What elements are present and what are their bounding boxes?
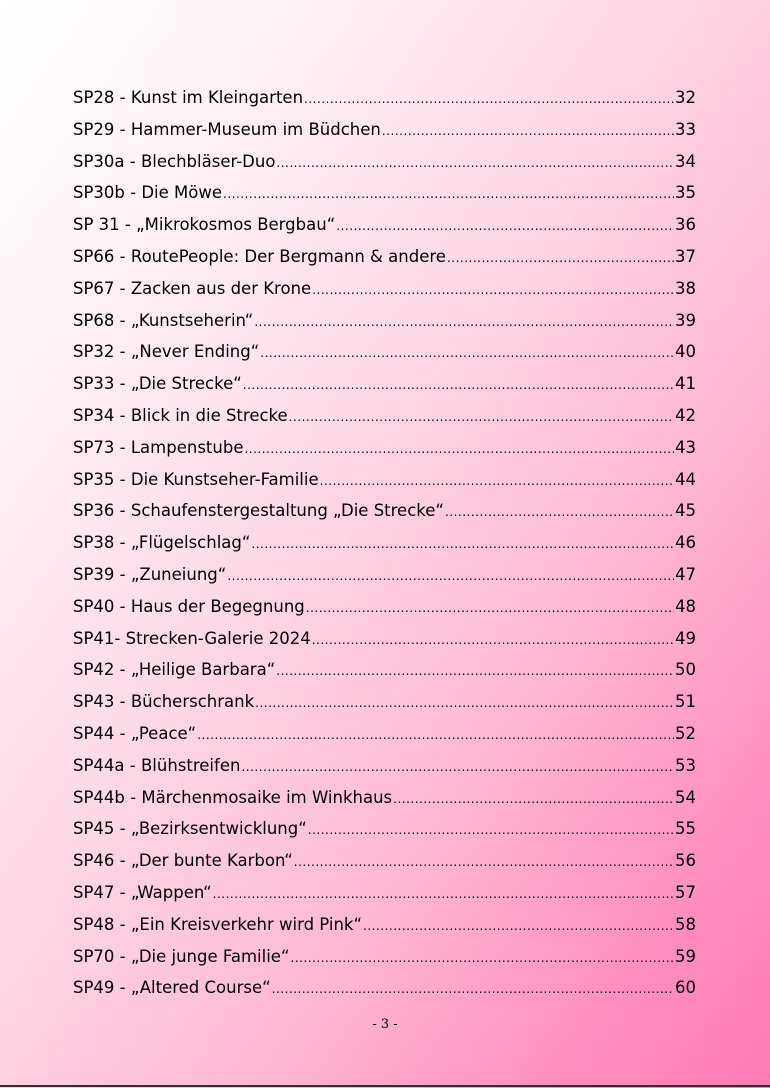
toc-entry[interactable]	[73, 273, 696, 305]
dot-leader	[294, 847, 674, 879]
toc-entry-title: SP44a - Blühstreifen	[73, 755, 241, 775]
toc-entry-page-number: 35	[675, 183, 696, 203]
toc-entry-title: SP33 - „Die Strecke“	[73, 374, 242, 394]
toc-entry-title: SP44 - „Peace“	[73, 723, 197, 743]
toc-entry-page-number: 47	[675, 564, 696, 584]
dot-leader	[312, 625, 674, 657]
toc-entry[interactable]	[73, 146, 696, 178]
toc-entry-title: SP41- Strecken-Galerie 2024	[73, 628, 311, 648]
toc-entry-page-number: 42	[675, 405, 696, 425]
toc-entry-title: SP45 - „Bezirksentwicklung“	[73, 819, 307, 839]
toc-entry-title: SP36 - Schaufenstergestaltung „Die Strecke“	[73, 501, 444, 521]
dot-leader	[244, 434, 674, 466]
toc-entry[interactable]	[73, 400, 696, 432]
dot-leader	[363, 911, 674, 943]
toc-entry-page-number: 60	[675, 978, 696, 998]
toc-entry-page-number: 51	[675, 692, 696, 712]
toc-entry-page-number: 37	[675, 246, 696, 266]
toc-entry[interactable]	[73, 718, 696, 750]
toc-entry-page-number: 43	[675, 437, 696, 457]
toc-entry-page-number: 32	[675, 88, 696, 107]
toc-entry[interactable]	[73, 82, 696, 114]
dot-leader	[393, 784, 674, 816]
toc-entry-page-number: 50	[675, 660, 696, 680]
toc-entry-page-number: 40	[675, 342, 696, 362]
toc-entry-page-number: 33	[675, 119, 696, 139]
toc-entry[interactable]	[73, 336, 696, 368]
toc-entry-title: SP67 - Zacken aus der Krone	[73, 278, 312, 298]
dot-leader	[306, 593, 674, 625]
toc-entry[interactable]	[73, 559, 696, 591]
toc-entry[interactable]	[73, 209, 696, 241]
toc-entry[interactable]	[73, 782, 696, 814]
toc-entry-page-number: 59	[675, 946, 696, 966]
toc-entry[interactable]	[73, 432, 696, 464]
toc-entry[interactable]	[73, 305, 696, 337]
toc-entry[interactable]	[73, 623, 696, 655]
dot-leader	[241, 752, 674, 784]
toc-entry-page-number: 58	[675, 914, 696, 934]
toc-entry-title: SP39 - „Zuneiung“	[73, 564, 227, 584]
toc-entry-page-number: 34	[675, 151, 696, 171]
dot-leader	[272, 974, 674, 1006]
toc-entry-page-number: 56	[675, 851, 696, 871]
toc-entry-page-number: 39	[675, 310, 696, 330]
dot-leader	[312, 275, 674, 307]
toc-entry-title: SP29 - Hammer-Museum im Büdchen	[73, 119, 381, 139]
toc-entry[interactable]	[73, 527, 696, 559]
toc-entry-page-number: 44	[675, 469, 696, 489]
toc-entry-title: SP32 - „Never Ending“	[73, 342, 260, 362]
toc-entry-title: SP68 - „Kunstseherin“	[73, 310, 254, 330]
toc-entry-title: SP40 - Haus der Begegnung	[73, 596, 305, 616]
dot-leader	[291, 943, 675, 975]
dot-leader	[382, 116, 674, 148]
toc-entry[interactable]	[73, 464, 696, 496]
toc-entry-title: SP35 - Die Kunstseher-Familie	[73, 469, 319, 489]
toc-entry-title: SP43 - Bücherschrank	[73, 692, 255, 712]
dot-leader	[254, 307, 674, 339]
dot-leader	[255, 688, 674, 720]
toc-entry-title: SP73 - Lampenstube	[73, 437, 244, 457]
dot-leader	[276, 656, 674, 688]
dot-leader	[276, 148, 674, 180]
toc-entry[interactable]	[73, 750, 696, 782]
toc-entry-page-number: 54	[675, 787, 696, 807]
toc-entry-title: SP34 - Blick in die Strecke	[73, 405, 288, 425]
toc-entry[interactable]	[73, 813, 696, 845]
toc-entry-title: SP70 - „Die junge Familie“	[73, 946, 290, 966]
toc-entry[interactable]	[73, 368, 696, 400]
toc-entry-title: SP30a - Blechbläser-Duo	[73, 151, 276, 171]
dot-leader	[197, 720, 674, 752]
toc-entry-page-number: 57	[675, 882, 696, 902]
toc-entry[interactable]	[73, 972, 696, 1004]
toc-entry-title: SP42 - „Heilige Barbara“	[73, 660, 276, 680]
toc-entry-page-number: 36	[675, 215, 696, 235]
dot-leader	[260, 338, 674, 370]
dot-leader	[213, 879, 674, 911]
dot-leader	[223, 179, 674, 211]
dot-leader	[289, 402, 674, 434]
toc-entry[interactable]	[73, 909, 696, 941]
toc-entry-title: SP48 - „Ein Kreisverkehr wird Pink“	[73, 914, 363, 934]
toc-entry[interactable]	[73, 686, 696, 718]
toc-entry[interactable]	[73, 654, 696, 686]
bottom-border-line	[0, 1085, 770, 1087]
toc-entry[interactable]	[73, 177, 696, 209]
toc-entry-page-number: 55	[675, 819, 696, 839]
toc-entry[interactable]	[73, 241, 696, 273]
dot-leader	[243, 370, 674, 402]
toc-entry-title: SP47 - „Wappen“	[73, 882, 212, 902]
toc-entry-page-number: 53	[675, 755, 696, 775]
dot-leader	[227, 561, 674, 593]
toc-entry-page-number: 38	[675, 278, 696, 298]
toc-entry[interactable]	[73, 941, 696, 973]
dot-leader	[447, 243, 674, 275]
toc-entry[interactable]	[73, 877, 696, 909]
toc-entry-title: SP44b - Märchenmosaike im Winkhaus	[73, 787, 393, 807]
dot-leader	[320, 466, 674, 498]
page-number: - 3 -	[372, 1017, 398, 1032]
toc-entry-title: SP66 - RoutePeople: Der Bergmann & andere	[73, 246, 446, 266]
toc-entry-title: SP46 - „Der bunte Karbon“	[73, 851, 293, 871]
dot-leader	[308, 815, 674, 847]
toc-entry-page-number: 46	[675, 533, 696, 553]
toc-entry-title: SP 31 - „Mikrokosmos Bergbau“	[73, 215, 336, 235]
toc-entry-page-number: 48	[675, 596, 696, 616]
toc-entry[interactable]	[73, 845, 696, 877]
table-of-contents	[73, 82, 696, 1004]
toc-entry-title: SP28 - Kunst im Kleingarten	[73, 88, 304, 107]
dot-leader	[336, 211, 674, 243]
toc-entry[interactable]	[73, 495, 696, 527]
toc-entry[interactable]	[73, 591, 696, 623]
dot-leader	[251, 529, 674, 561]
toc-entry-page-number: 41	[675, 374, 696, 394]
dot-leader	[304, 84, 674, 116]
toc-entry-title: SP49 - „Altered Course“	[73, 978, 271, 998]
dot-leader	[445, 497, 674, 529]
toc-entry-page-number: 45	[675, 501, 696, 521]
toc-entry-page-number: 49	[675, 628, 696, 648]
toc-entry[interactable]	[73, 114, 696, 146]
toc-entry-title: SP38 - „Flügelschlag“	[73, 533, 251, 553]
toc-entry-title: SP30b - Die Möwe	[73, 183, 222, 203]
toc-entry-page-number: 52	[675, 723, 696, 743]
